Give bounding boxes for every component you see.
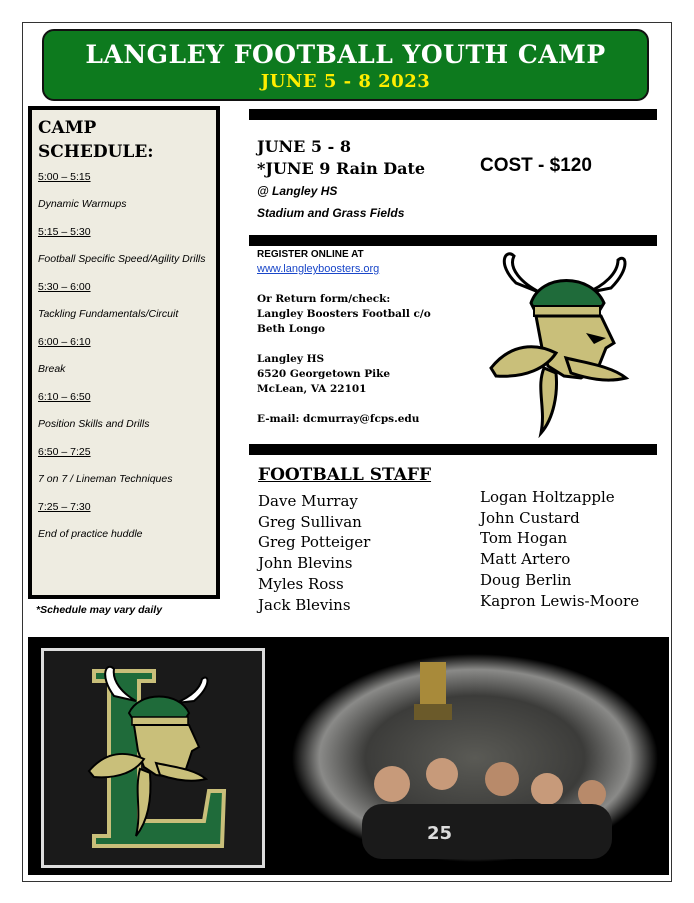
- schedule-activity: Dynamic Warmups: [38, 198, 127, 210]
- schedule-time: 6:00 – 6:10: [38, 336, 91, 348]
- camp-dates-block: [257, 136, 425, 224]
- schedule-time: 7:25 – 7:30: [38, 501, 91, 513]
- schedule-time: 5:15 – 5:30: [38, 226, 91, 238]
- schedule-item: [38, 445, 208, 488]
- schedule-item: [38, 280, 208, 323]
- schedule-item: [38, 335, 208, 378]
- schedule-item: [38, 225, 208, 268]
- location-line: Stadium and Grass Fields: [257, 206, 405, 220]
- page-title: LANGLEY FOOTBALL YOUTH CAMP: [85, 40, 606, 69]
- schedule-time: 5:30 – 6:00: [38, 281, 91, 293]
- cost-text: COST - $120: [480, 155, 592, 176]
- schedule-time: 6:10 – 6:50: [38, 391, 91, 403]
- register-link[interactable]: www.langleyboosters.org: [257, 263, 380, 275]
- camp-schedule-panel: [28, 106, 220, 599]
- schedule-note: *Schedule may vary daily: [36, 604, 163, 616]
- staff-heading: FOOTBALL STAFF: [258, 465, 432, 485]
- location-line: @ Langley HS: [257, 184, 338, 198]
- return-line: Langley Boosters Football c/o: [257, 308, 431, 320]
- staff-member: Greg Potteiger: [258, 533, 371, 552]
- staff-list-left: [258, 491, 370, 615]
- staff-list-right: [480, 487, 639, 611]
- address-line: McLean, VA 22101: [257, 383, 367, 395]
- schedule-activity: Break: [38, 363, 66, 375]
- title-banner: [42, 29, 649, 101]
- schedule-activity: 7 on 7 / Lineman Techniques: [38, 473, 173, 485]
- staff-member: John Blevins: [258, 554, 353, 573]
- return-line: Beth Longo: [257, 323, 326, 335]
- staff-member: Logan Holtzapple: [480, 488, 615, 506]
- schedule-time: 6:50 – 7:25: [38, 446, 91, 458]
- schedule-item: [38, 170, 208, 213]
- divider-bar: [249, 235, 657, 246]
- camp-dates: JUNE 5 - 8 2023: [260, 71, 431, 92]
- rain-date-text: *JUNE 9 Rain Date: [257, 159, 426, 178]
- schedule-activity: End of practice huddle: [38, 528, 143, 540]
- viking-mascot-icon: [486, 248, 636, 438]
- staff-member: Jack Blevins: [258, 595, 351, 614]
- schedule-time: 5:00 – 5:15: [38, 171, 91, 183]
- staff-member: Myles Ross: [258, 574, 344, 593]
- schedule-activity: Position Skills and Drills: [38, 418, 150, 430]
- address-line: Langley HS: [257, 353, 325, 365]
- staff-member: Tom Hogan: [480, 529, 568, 548]
- schedule-heading: CAMP SCHEDULE:: [38, 118, 154, 162]
- registration-info: [257, 247, 431, 427]
- divider-bar: [249, 109, 657, 120]
- email-text: E-mail: dcmurray@fcps.edu: [257, 413, 420, 425]
- staff-member: Greg Sullivan: [258, 512, 362, 531]
- return-line: Or Return form/check:: [257, 293, 391, 305]
- dates-text: JUNE 5 - 8: [257, 137, 351, 156]
- staff-member: Matt Artero: [480, 550, 571, 569]
- address-line: 6520 Georgetown Pike: [257, 368, 391, 380]
- team-trophy-celebration-photo: [292, 654, 658, 862]
- schedule-activity: Tackling Fundamentals/Circuit: [38, 308, 179, 320]
- staff-member: John Custard: [480, 508, 580, 527]
- langley-l-logo-icon: [41, 648, 265, 868]
- staff-member: Doug Berlin: [480, 570, 572, 589]
- divider-bar: [249, 444, 657, 455]
- schedule-item: [38, 390, 208, 433]
- schedule-activity: Football Specific Speed/Agility Drills: [38, 253, 206, 265]
- staff-member: Kapron Lewis-Moore: [480, 591, 640, 610]
- schedule-item: [38, 500, 208, 543]
- svg-text:25: 25: [427, 823, 453, 844]
- register-heading: REGISTER ONLINE AT: [257, 249, 364, 260]
- staff-member: Dave Murray: [258, 492, 358, 510]
